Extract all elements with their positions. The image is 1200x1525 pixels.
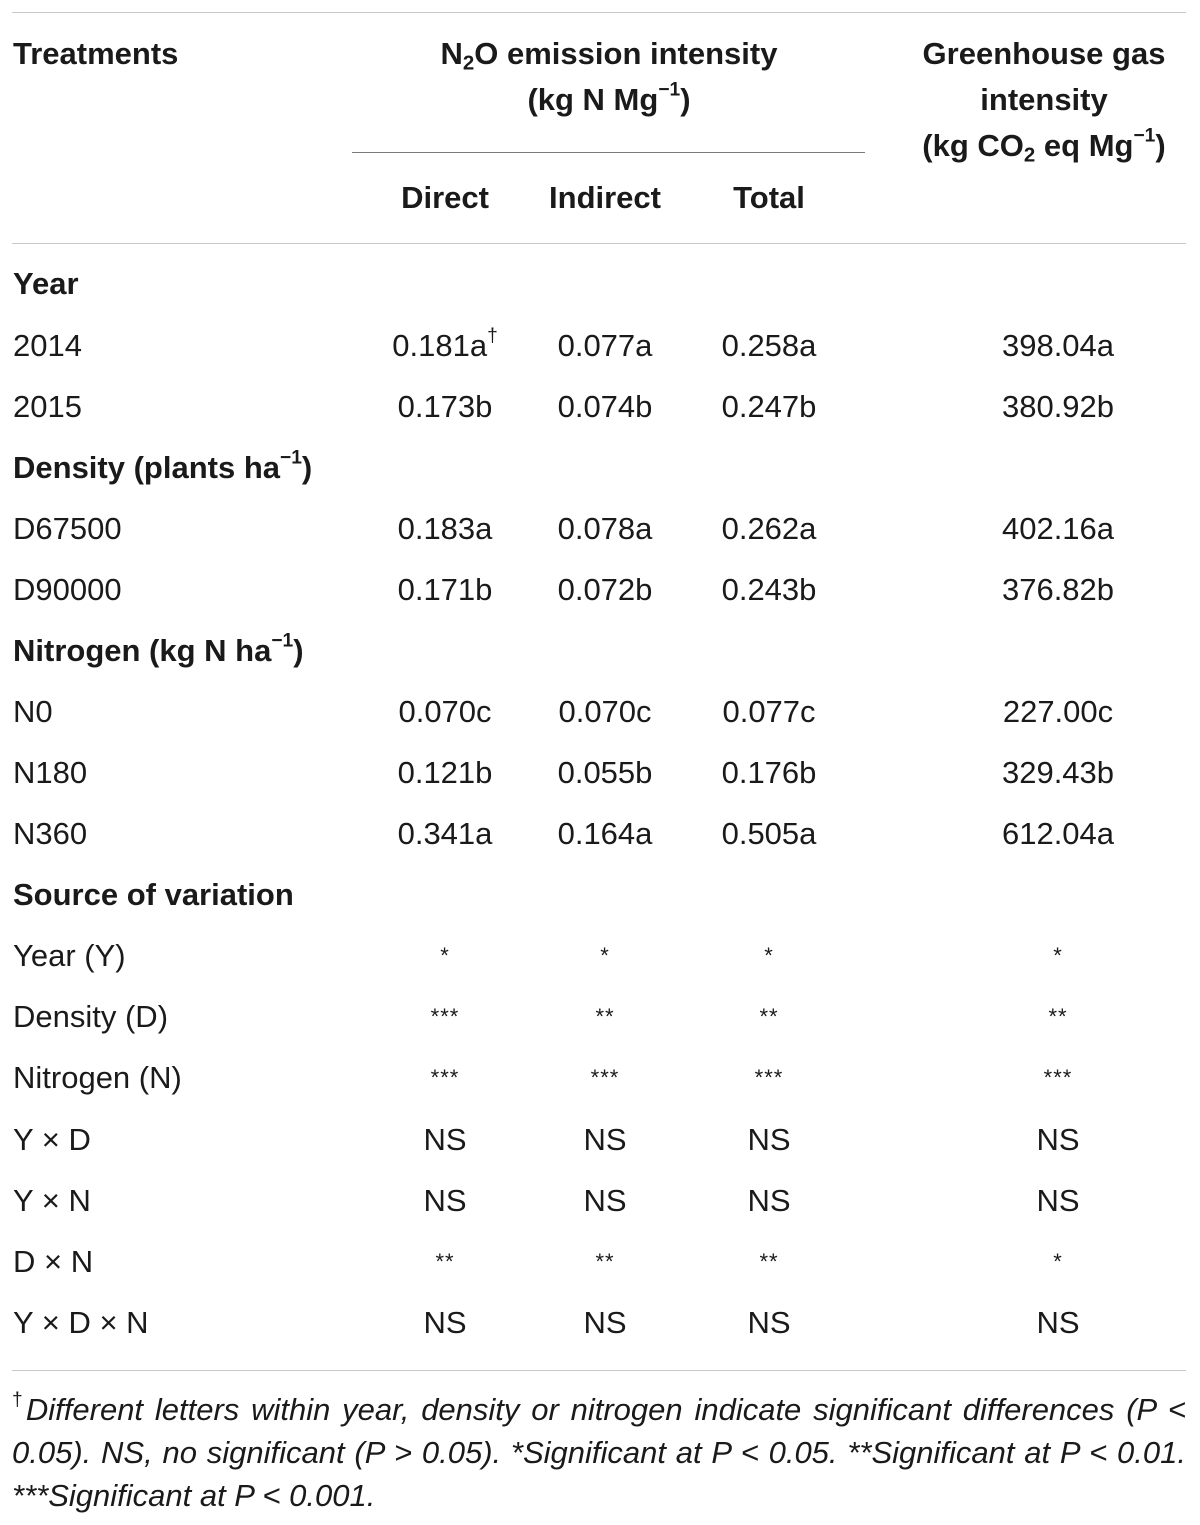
row-label: Y × N [13, 1183, 91, 1218]
cell-indirect: *** [590, 1065, 620, 1090]
cell-ghg: ** [1048, 1004, 1068, 1029]
cell-total: NS [747, 1305, 791, 1340]
cell-indirect: 0.055b [557, 755, 653, 790]
row-label: Y × D [13, 1122, 91, 1157]
cell-direct: *** [430, 1065, 460, 1090]
header-ghg-line1: Greenhouse gas [922, 36, 1166, 71]
row-label: D90000 [13, 572, 122, 607]
cell-ghg: 612.04a [1001, 816, 1115, 851]
header-bottom-rule [12, 243, 1186, 244]
cell-ghg: 380.92b [1001, 389, 1115, 424]
header-direct: Direct [401, 180, 489, 215]
cell-ghg: NS [1036, 1183, 1080, 1218]
cell-total: 0.247b [721, 389, 817, 424]
cell-indirect: 0.074b [557, 389, 653, 424]
cell-indirect: ** [595, 1004, 615, 1029]
cell-direct: 0.183a [397, 511, 493, 546]
row-label: Density (D) [13, 999, 169, 1034]
cell-ghg: 227.00c [1002, 694, 1114, 729]
cell-direct: NS [423, 1183, 467, 1218]
cell-ghg: * [1053, 1249, 1063, 1274]
cell-direct: 0.070c [398, 694, 492, 729]
cell-direct: NS [423, 1122, 467, 1157]
cell-indirect: NS [583, 1183, 627, 1218]
cell-total: ** [759, 1004, 779, 1029]
row-label: Y × D × N [13, 1305, 149, 1340]
cell-ghg: 402.16a [1001, 511, 1115, 546]
cell-total: ** [759, 1249, 779, 1274]
row-label: N0 [13, 694, 53, 729]
cell-indirect: 0.072b [557, 572, 653, 607]
cell-total: 0.505a [721, 816, 817, 851]
n2o-group-rule [352, 152, 865, 153]
row-label: Nitrogen (N) [13, 1060, 182, 1095]
cell-ghg: NS [1036, 1122, 1080, 1157]
cell-total: *** [754, 1065, 784, 1090]
cell-total: 0.258a [721, 328, 817, 363]
section-year: Year [13, 266, 79, 301]
cell-ghg: 376.82b [1001, 572, 1115, 607]
cell-direct: 0.171b [397, 572, 493, 607]
cell-ghg: * [1053, 943, 1063, 968]
footnote-text: Different letters within year, density or nitrogen indicate significant differences (P < 0.05). NS, no significant (P > 0.05). *Significant at P < 0.05. **Significant at P < 0.01. ***Significant at P < 0.001. [12, 1392, 1186, 1513]
cell-total: NS [747, 1183, 791, 1218]
row-label: D67500 [13, 511, 122, 546]
header-ghg-units: (kg $CO_2$ eq $Mg^{-1}$) [922, 125, 1166, 167]
cell-indirect: * [600, 943, 610, 968]
cell-ghg: 398.04a [1001, 328, 1115, 363]
cell-ghg: *** [1043, 1065, 1073, 1090]
cell-indirect: ** [595, 1249, 615, 1274]
cell-total: 0.243b [721, 572, 817, 607]
cell-indirect: NS [583, 1305, 627, 1340]
header-indirect: Indirect [549, 180, 661, 215]
cell-total: 0.262a [721, 511, 817, 546]
row-label: 2015 [13, 389, 82, 424]
cell-direct: 0.121b [397, 755, 493, 790]
cell-total: 0.176b [721, 755, 817, 790]
cell-direct: ** [435, 1249, 455, 1274]
cell-total: NS [747, 1122, 791, 1157]
cell-total: 0.077c [722, 694, 816, 729]
footnote-dagger: † [12, 1389, 26, 1411]
row-label: N360 [13, 816, 88, 851]
row-label: 2014 [13, 328, 82, 363]
cell-ghg: 329.43b [1001, 755, 1115, 790]
header-n2o-units: (kg N $Mg^{-1}$) [527, 79, 691, 117]
cell-direct: 0.181a† [392, 325, 498, 363]
cell-direct: 0.173b [397, 389, 493, 424]
header-total: Total [733, 180, 805, 215]
cell-direct: * [440, 943, 450, 968]
section-nitrogen: Nitrogen (kg N $ha^{-1}$) [13, 630, 304, 668]
cell-direct: NS [423, 1305, 467, 1340]
section-density: Density (plants $ha^{-1}$) [13, 447, 313, 485]
section-source-of-variation: Source of variation [13, 877, 294, 912]
row-label: D × N [13, 1244, 94, 1279]
cell-direct: *** [430, 1004, 460, 1029]
cell-indirect: 0.164a [557, 816, 653, 851]
cell-indirect: 0.077a [557, 328, 653, 363]
table-top-rule [12, 12, 1186, 13]
header-treatments: Treatments [13, 36, 179, 71]
row-label: Year (Y) [13, 938, 126, 973]
table-footnote [12, 1388, 1186, 1517]
header-ghg-line2: intensity [980, 82, 1108, 117]
row-label: N180 [13, 755, 88, 790]
cell-direct: 0.341a [397, 816, 493, 851]
cell-indirect: 0.070c [558, 694, 652, 729]
cell-total: * [764, 943, 774, 968]
cell-indirect: 0.078a [557, 511, 653, 546]
header-n2o-title: $N_2O$ emission intensity [440, 36, 778, 75]
table-bottom-rule [12, 1370, 1186, 1371]
cell-ghg: NS [1036, 1305, 1080, 1340]
cell-indirect: NS [583, 1122, 627, 1157]
